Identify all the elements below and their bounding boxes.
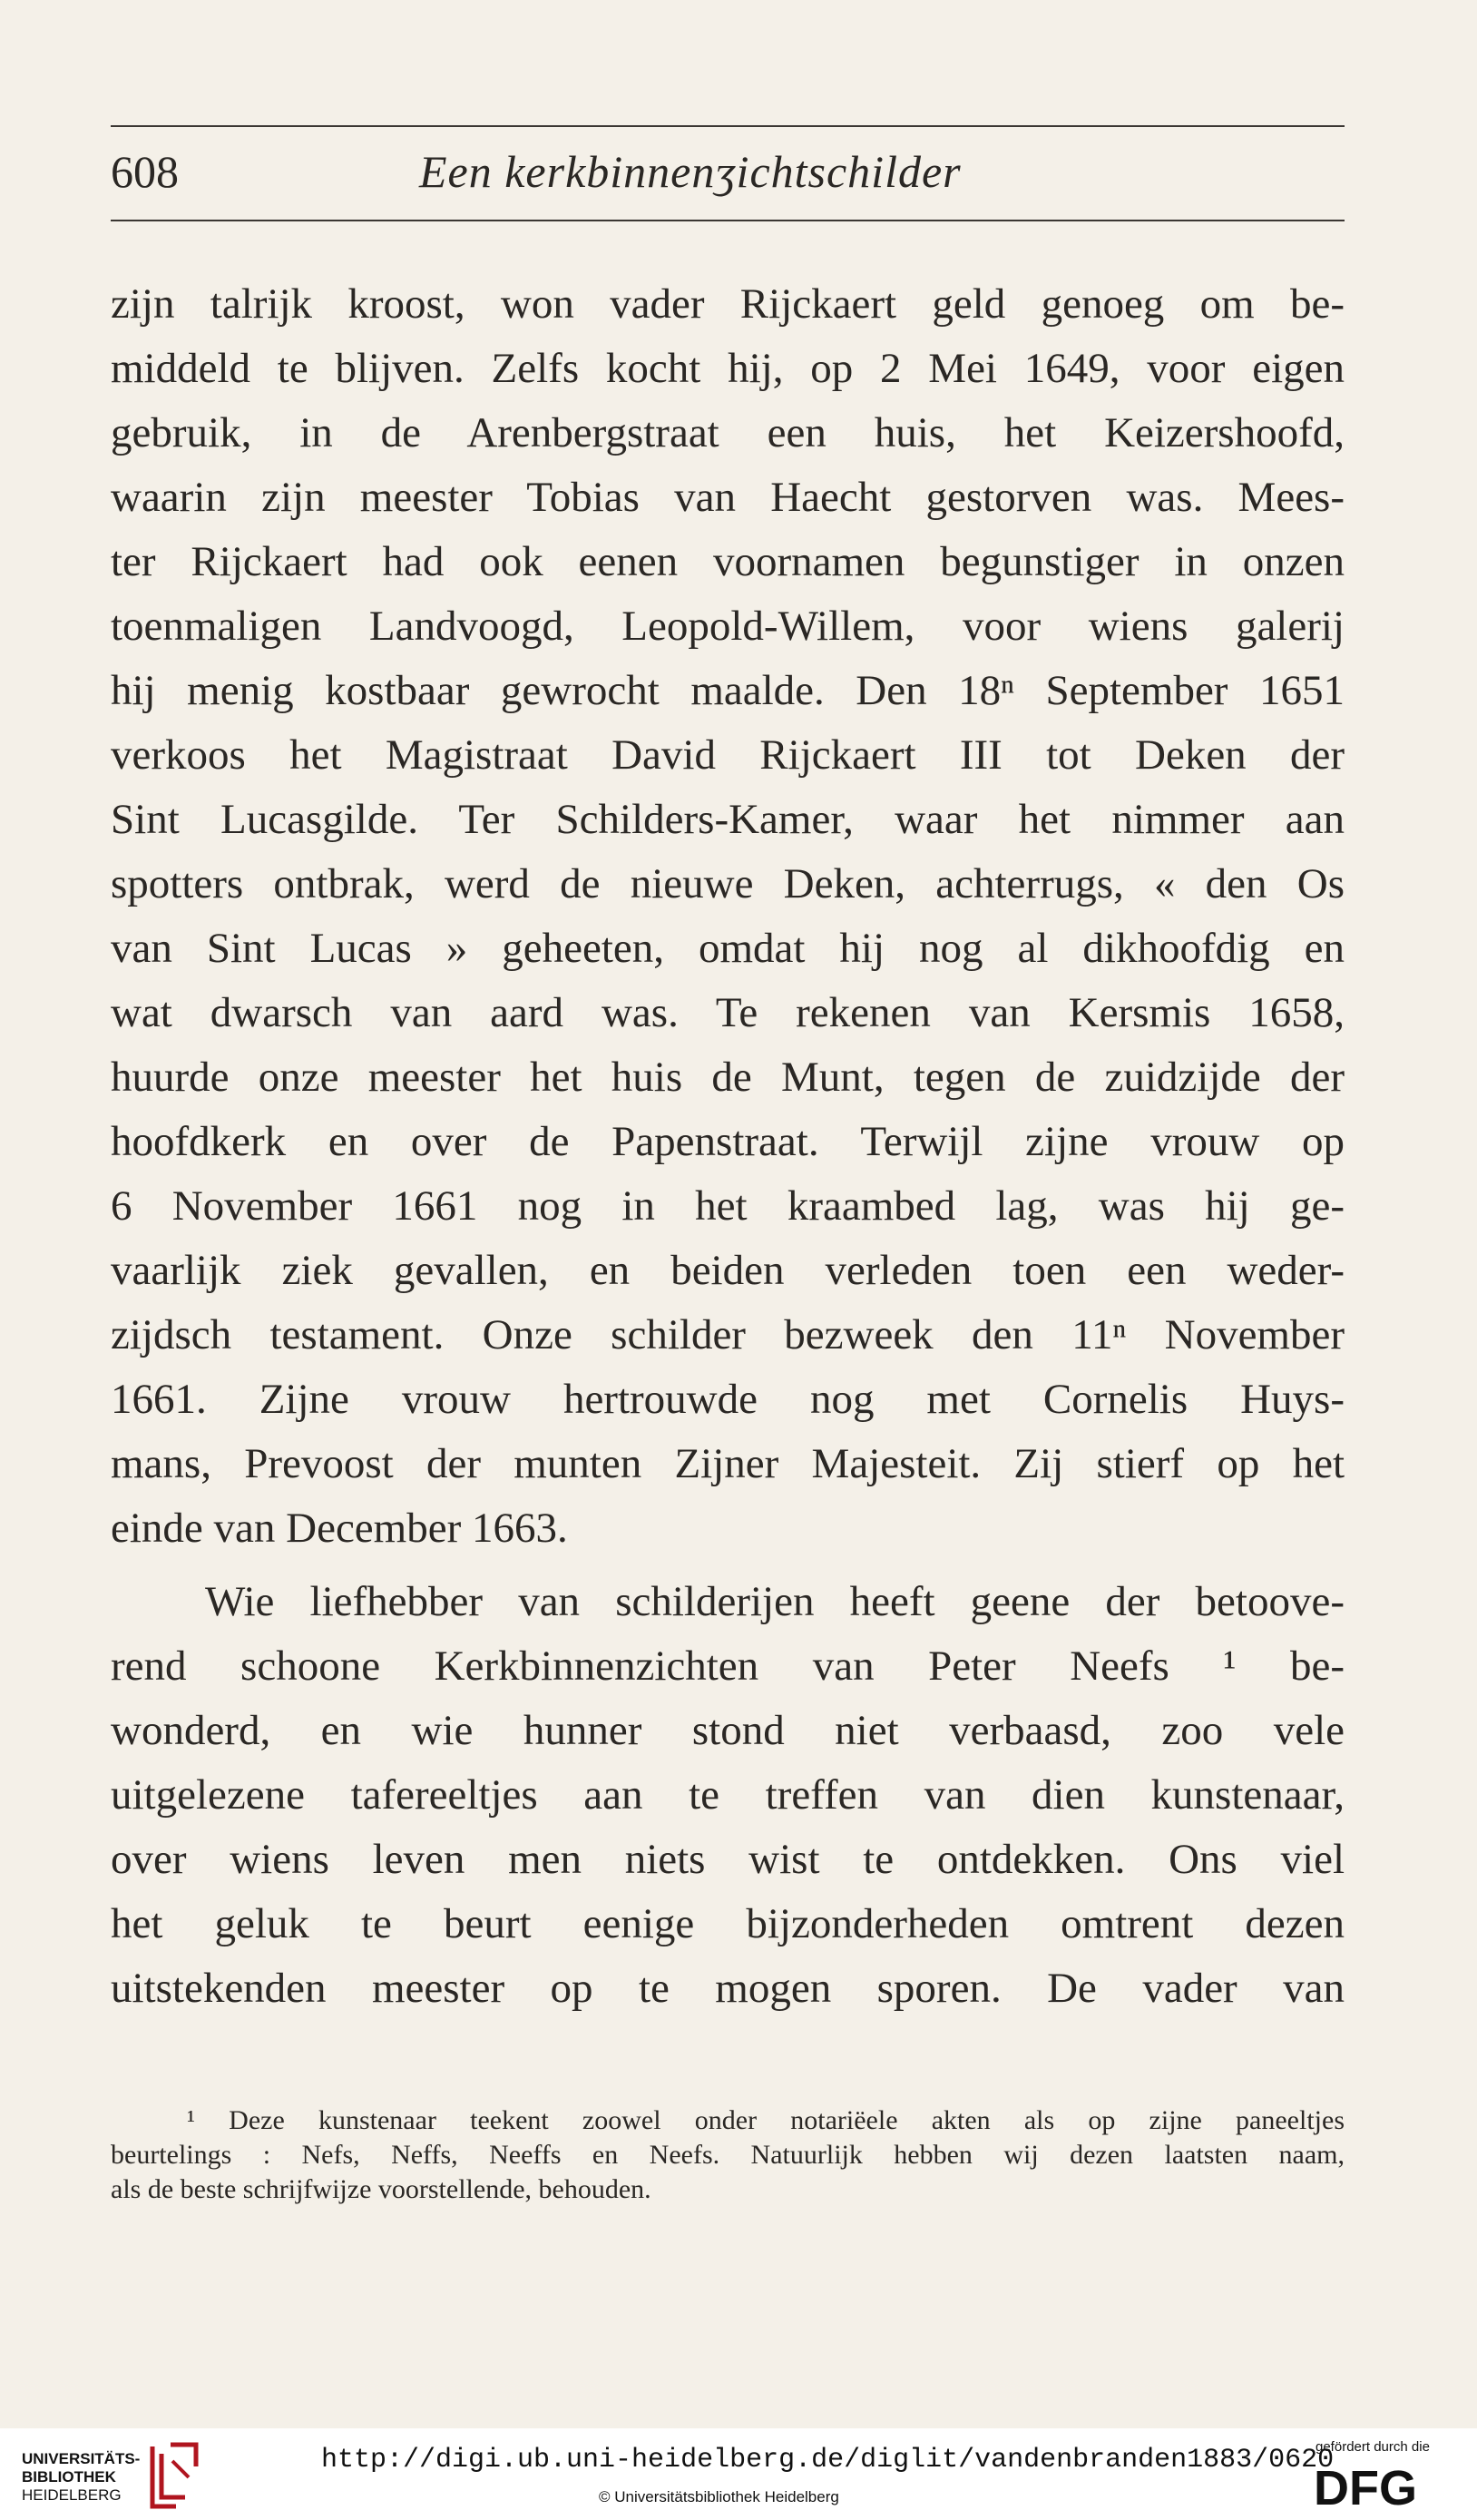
text-line: van Sint Lucas » geheeten, omdat hij nog al dikhoofdig en: [111, 925, 1345, 972]
text-line: toenmaligen Landvoogd, Leopold-Willem, voor wiens galerij: [111, 603, 1345, 650]
footnotes: [111, 2103, 1345, 2207]
text-line: wat dwarsch van aard was. Te rekenen van Kersmis 1658,: [111, 989, 1345, 1036]
text-line: gebruik, in de Arenbergstraat een huis, het Keizershoofd,: [111, 409, 1345, 456]
text-line: uitstekenden meester op te mogen sporen. De vader van: [111, 1965, 1345, 2012]
body-text: [111, 272, 1354, 2021]
text-line: Sint Lucasgilde. Ter Schilders-Kamer, waar het nimmer aan: [111, 796, 1345, 843]
viewer-footer: [0, 2428, 1477, 2520]
text-line: ter Rijckaert had ook eenen voornamen begunstiger in onzen: [111, 538, 1345, 585]
text-line: zijn talrijk kroost, won vader Rijckaert geld genoeg om be-: [111, 280, 1345, 328]
dfg-logo-icon[interactable]: [1314, 2461, 1450, 2512]
text-line: waarin zijn meester Tobias van Haecht gestorven was. Mees-: [111, 474, 1345, 521]
text-line: spotters ontbrak, werd de nieuwe Deken, achterrugs, « den Os: [111, 860, 1345, 907]
text-line: verkoos het Magistraat David Rijckaert III tot Deken der: [111, 731, 1345, 779]
library-name[interactable]: [22, 2450, 140, 2505]
text-line: rend schoone Kerkbinnenzichten van Peter Neefs ¹ be-: [111, 1642, 1345, 1690]
footnote-line: ¹ Deze kunstenaar teekent zoowel onder notariëele akten als op zijne paneeltjes: [187, 2105, 1345, 2135]
text-line: vaarlijk ziek gevallen, en beiden verleden toen een weder-: [111, 1247, 1345, 1294]
text-line: wonderd, en wie hunner stond niet verbaasd, zoo vele: [111, 1707, 1345, 1754]
text-line: uitgelezene tafereeltjes aan te treffen van dien kunstenaar,: [111, 1771, 1345, 1819]
text-line: mans, Prevoost der munten Zijner Majesteit. Zij stierf op het: [111, 1440, 1345, 1487]
running-title: Een kerkbinnenʒichtschilder: [419, 146, 962, 197]
library-name-line: HEIDELBERG: [22, 2486, 122, 2504]
text-line: hoofdkerk en over de Papenstraat. Terwijl zijne vrouw op: [111, 1118, 1345, 1165]
text-line: einde van December 1663.: [111, 1505, 568, 1552]
text-line: hij menig kostbaar gewrocht maalde. Den 18ⁿ September 1651: [111, 667, 1345, 714]
text-line: huurde onze meester het huis de Munt, tegen de zuidzijde der: [111, 1054, 1345, 1101]
text-line: 1661. Zijne vrouw hertrouwde nog met Cornelis Huys-: [111, 1376, 1345, 1423]
header-rule-top: [111, 125, 1345, 127]
page-number: 608: [111, 146, 179, 197]
text-line: middeld te blijven. Zelfs kocht hij, op 2 Mei 1649, voor eigen: [111, 345, 1345, 392]
dfg-logo-text: DFG: [1314, 2461, 1417, 2512]
text-line: Wie liefhebber van schilderijen heeft geene der betoove-: [205, 1578, 1345, 1625]
funded-by-label: gefördert durch die: [1316, 2439, 1430, 2455]
text-line: zijdsch testament. Onze schilder bezweek den 11ⁿ November: [111, 1311, 1345, 1358]
permalink-url[interactable]: http://digi.ub.uni-heidelberg.de/diglit/vandenbranden1883/0620: [321, 2445, 1335, 2476]
university-library-logo-icon[interactable]: [145, 2441, 203, 2512]
copyright-notice: © Universitätsbibliothek Heidelberg: [599, 2488, 839, 2505]
library-name-line: BIBLIOTHEK: [22, 2468, 116, 2486]
header-rule-bottom: [111, 220, 1345, 221]
footnote-line: als de beste schrijfwijze voorstellende, behouden.: [111, 2174, 651, 2204]
text-line: over wiens leven men niets wist te ontdekken. Ons viel: [111, 1836, 1345, 1883]
text-line: het geluk te beurt eenige bijzonderheden omtrent dezen: [111, 1900, 1345, 1947]
library-name-line: UNIVERSITÄTS-: [22, 2450, 141, 2467]
page-header: [111, 136, 1345, 209]
text-line: 6 November 1661 nog in het kraambed lag, was hij ge-: [111, 1182, 1345, 1230]
footnote-line: beurtelings : Nefs, Neffs, Neeffs en Neefs. Natuurlijk hebben wij dezen laatsten naam,: [111, 2140, 1345, 2170]
